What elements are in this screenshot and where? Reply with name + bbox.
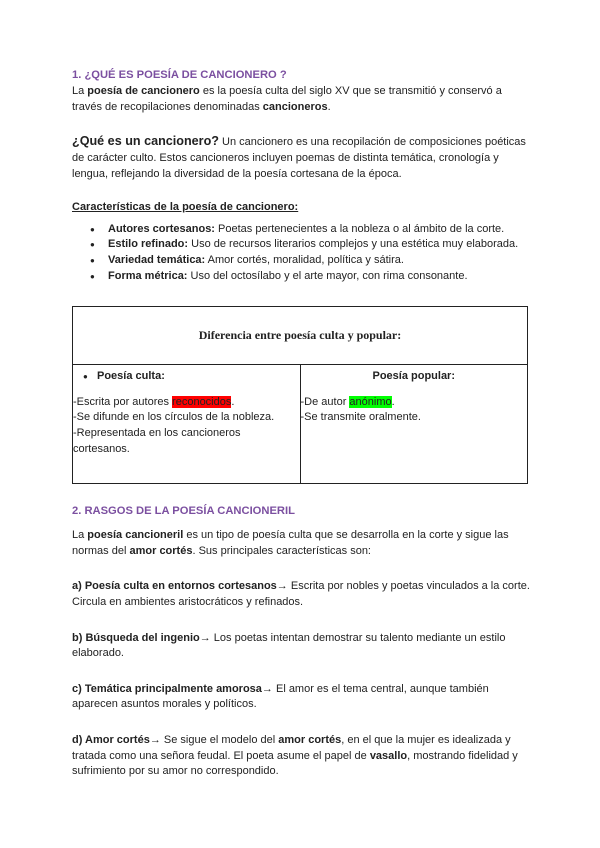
popular-line: -De autor anónimo. <box>300 395 395 408</box>
list-item: ● Autores cortesanos: Poetas pertenecientes a la nobleza o al ámbito de la corte. <box>108 222 530 238</box>
term-cancioneros: cancioneros <box>262 100 328 113</box>
item-a: a) Poesía culta en entornos cortesanos→ Escrita por nobles y poetas vinculados a la corte. Circula en ambientes aristocráticos y refinados. <box>72 580 530 608</box>
cancionero-definition: ¿Qué es un cancionero? Un cancionero es una recopilación de composiciones poéticas de carácter culto. Estos cancioneros incluyen poemas de distinta temática, cronología y lengua, reflejando la diversidad de la poesía cortesana de la época. <box>72 134 526 180</box>
arrow-icon: → <box>276 580 288 593</box>
popular-column <box>300 365 528 484</box>
term-poesia-cancionero: poesía de cancionero <box>87 84 200 97</box>
popular-line: -Se transmite oralmente. <box>300 411 421 424</box>
highlight-reconocidos: reconocidos <box>172 395 232 408</box>
section1-intro: La poesía de cancionero es la poesía culta del siglo XV que se transmitió y conservó a través de recopilaciones denominadas cancioneros. <box>72 84 502 113</box>
list-item: ● Variedad temática: Amor cortés, moralidad, política y sátira. <box>108 253 530 269</box>
culta-header: ● Poesía culta: <box>73 369 300 385</box>
document-page <box>72 68 530 780</box>
item-d: d) Amor cortés→ Se sigue el modelo del amor cortés, en el que la mujer es idealizada y tratada como una señora feudal. El poeta asume el papel de vasallo, mostrando fidelidad y sufrimiento por su amor no correspondido. <box>72 734 518 778</box>
comparison-table <box>72 306 528 484</box>
popular-header: Poesía popular: <box>372 370 456 383</box>
features-list <box>72 222 530 284</box>
culta-column <box>73 365 301 484</box>
section2-intro: La poesía cancioneril es un tipo de poesía culta que se desarrolla en la corte y sigue las normas del amor cortés. Sus principales características son: <box>72 529 509 557</box>
highlight-anonimo: anónimo <box>349 395 392 408</box>
culta-line: -Escrita por autores reconocidos. <box>73 395 235 408</box>
arrow-icon: → <box>199 631 211 644</box>
term-amor-cortes: amor cortés <box>129 544 193 557</box>
term-poesia-cancioneril: poesía cancioneril <box>87 529 184 542</box>
section1-heading: 1. ¿QUÉ ES POESÍA DE CANCIONERO ? <box>72 69 287 81</box>
list-item: ● Estilo refinado: Uso de recursos literarios complejos y una estética muy elaborada. <box>108 237 530 253</box>
list-item: ● Forma métrica: Uso del octosílabo y el arte mayor, con rima consonante. <box>108 269 530 285</box>
section2-heading: 2. RASGOS DE LA POESÍA CANCIONERIL <box>72 505 295 518</box>
item-c: c) Temática principalmente amorosa→ El amor es el tema central, aunque también aparecen asuntos morales y políticos. <box>72 682 489 711</box>
comparison-table-title: Diferencia entre poesía culta y popular: <box>73 307 528 365</box>
culta-line: -Representada en los cancioneros cortesanos. <box>73 427 241 455</box>
culta-line: -Se difunde en los círculos de la nobleza. <box>73 411 275 424</box>
arrow-icon: → <box>261 682 273 695</box>
arrow-icon: → <box>149 734 161 747</box>
features-title: Características de la poesía de cancionero: <box>72 201 299 214</box>
item-b: b) Búsqueda del ingenio→ Los poetas intentan demostrar su talento mediante un estilo elaborado. <box>72 631 506 660</box>
question-heading: ¿Qué es un cancionero? <box>72 134 219 149</box>
